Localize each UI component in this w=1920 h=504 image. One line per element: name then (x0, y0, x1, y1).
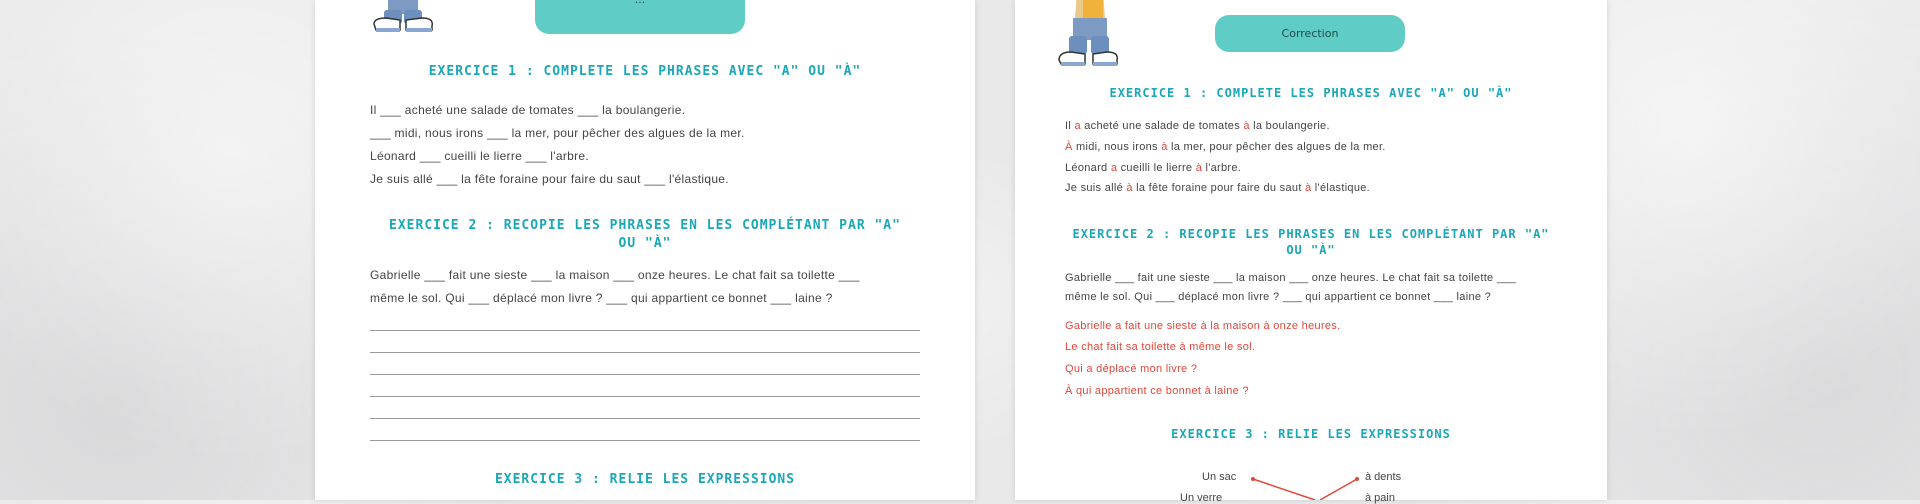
exercise-1-line-1: Il ___ acheté une salade de tomates ___ la boulangerie. (370, 103, 686, 117)
correction-exercise-3-title: EXERCICE 3 : RELIE LES EXPRESSIONS (1171, 427, 1451, 441)
match-right-item: à dents (1365, 471, 1402, 483)
match-lines (1015, 0, 1607, 500)
writing-line[interactable] (370, 330, 920, 331)
correction-ex2-line-2: même le sol. Qui ___ déplacé mon livre ? ___ qui appartient ce bonnet ___ laine ? (1065, 291, 1492, 303)
writing-line[interactable] (370, 396, 920, 397)
worksheet-page (315, 0, 975, 500)
match-left-item: Un verre (1180, 492, 1223, 504)
writing-line[interactable] (370, 374, 920, 375)
correction-ex2-answer-1: Gabrielle a fait une sieste à la maison à onze heures. (1065, 320, 1341, 332)
correction-exercise-1-title: EXERCICE 1 : COMPLETE LES PHRASES AVEC "A" OU "À" (1109, 86, 1513, 100)
correction-ex1-line-2: À midi, nous irons à la mer, pour pêcher des algues de la mer. (1065, 141, 1386, 153)
exercise-2-title-line-2: OU "À" (618, 236, 672, 251)
exercise-3-title: EXERCICE 3 : RELIE LES EXPRESSIONS (494, 472, 796, 487)
writing-line[interactable] (370, 440, 920, 441)
correction-ex2-answer-2: Le chat fait sa toilette à même le sol. (1065, 341, 1256, 353)
match-line (1253, 479, 1315, 500)
exercise-2-line-2: même le sol. Qui ___ déplacé mon livre ? ___ qui appartient ce bonnet ___ laine ? (370, 291, 833, 305)
correction-exercise-2-title-line-1: EXERCICE 2 : RECOPIE LES PHRASES EN LES COMPLÉTANT PAR "A" (1072, 227, 1550, 241)
match-right-item: à pain (1365, 492, 1395, 504)
mascot-illustration (370, 0, 440, 38)
writing-line[interactable] (370, 352, 920, 353)
exercise-1-line-3: Léonard ___ cueilli le lierre ___ l'arbre. (370, 149, 590, 163)
correction-ex1-line-4: Je suis allé à la fête foraine pour faire du saut à l'élastique. (1065, 182, 1371, 194)
correction-ex2-line-1: Gabrielle ___ fait une sieste ___ la maison ___ onze heures. Le chat fait sa toilette ___ (1065, 272, 1517, 284)
writing-line[interactable] (370, 418, 920, 419)
exercise-2-line-1: Gabrielle ___ fait une sieste ___ la maison ___ onze heures. Le chat fait sa toilette ___ (370, 268, 860, 282)
correction-ex2-answer-3: Qui a déplacé mon livre ? (1065, 363, 1198, 375)
exercise-1-line-2: ___ midi, nous irons ___ la mer, pour pêcher des algues de la mer. (370, 126, 745, 140)
match-left-item: Un sac (1202, 471, 1237, 483)
exercise-2-title-line-1: EXERCICE 2 : RECOPIE LES PHRASES EN LES COMPLÉTANT PAR "A" (389, 218, 901, 233)
correction-exercise-2-title-line-2: OU "À" (1286, 243, 1336, 257)
correction-ex1-line-3: Léonard a cueilli le lierre à l'arbre. (1065, 162, 1242, 174)
match-line (1320, 479, 1357, 500)
correction-page (1015, 0, 1607, 504)
correction-ex1-line-1: Il a acheté une salade de tomates à la boulangerie. (1065, 120, 1330, 132)
correction-ex2-answer-4: À qui appartient ce bonnet à laine ? (1065, 385, 1249, 397)
correction-title-pill: Correction (1215, 15, 1405, 52)
exercise-1-line-4: Je suis allé ___ la fête foraine pour faire du saut ___ l'élastique. (370, 172, 729, 186)
exercise-1-title: EXERCICE 1 : COMPLETE LES PHRASES AVEC "A" OU "À" (428, 64, 862, 79)
worksheet-title-pill (535, 0, 745, 34)
